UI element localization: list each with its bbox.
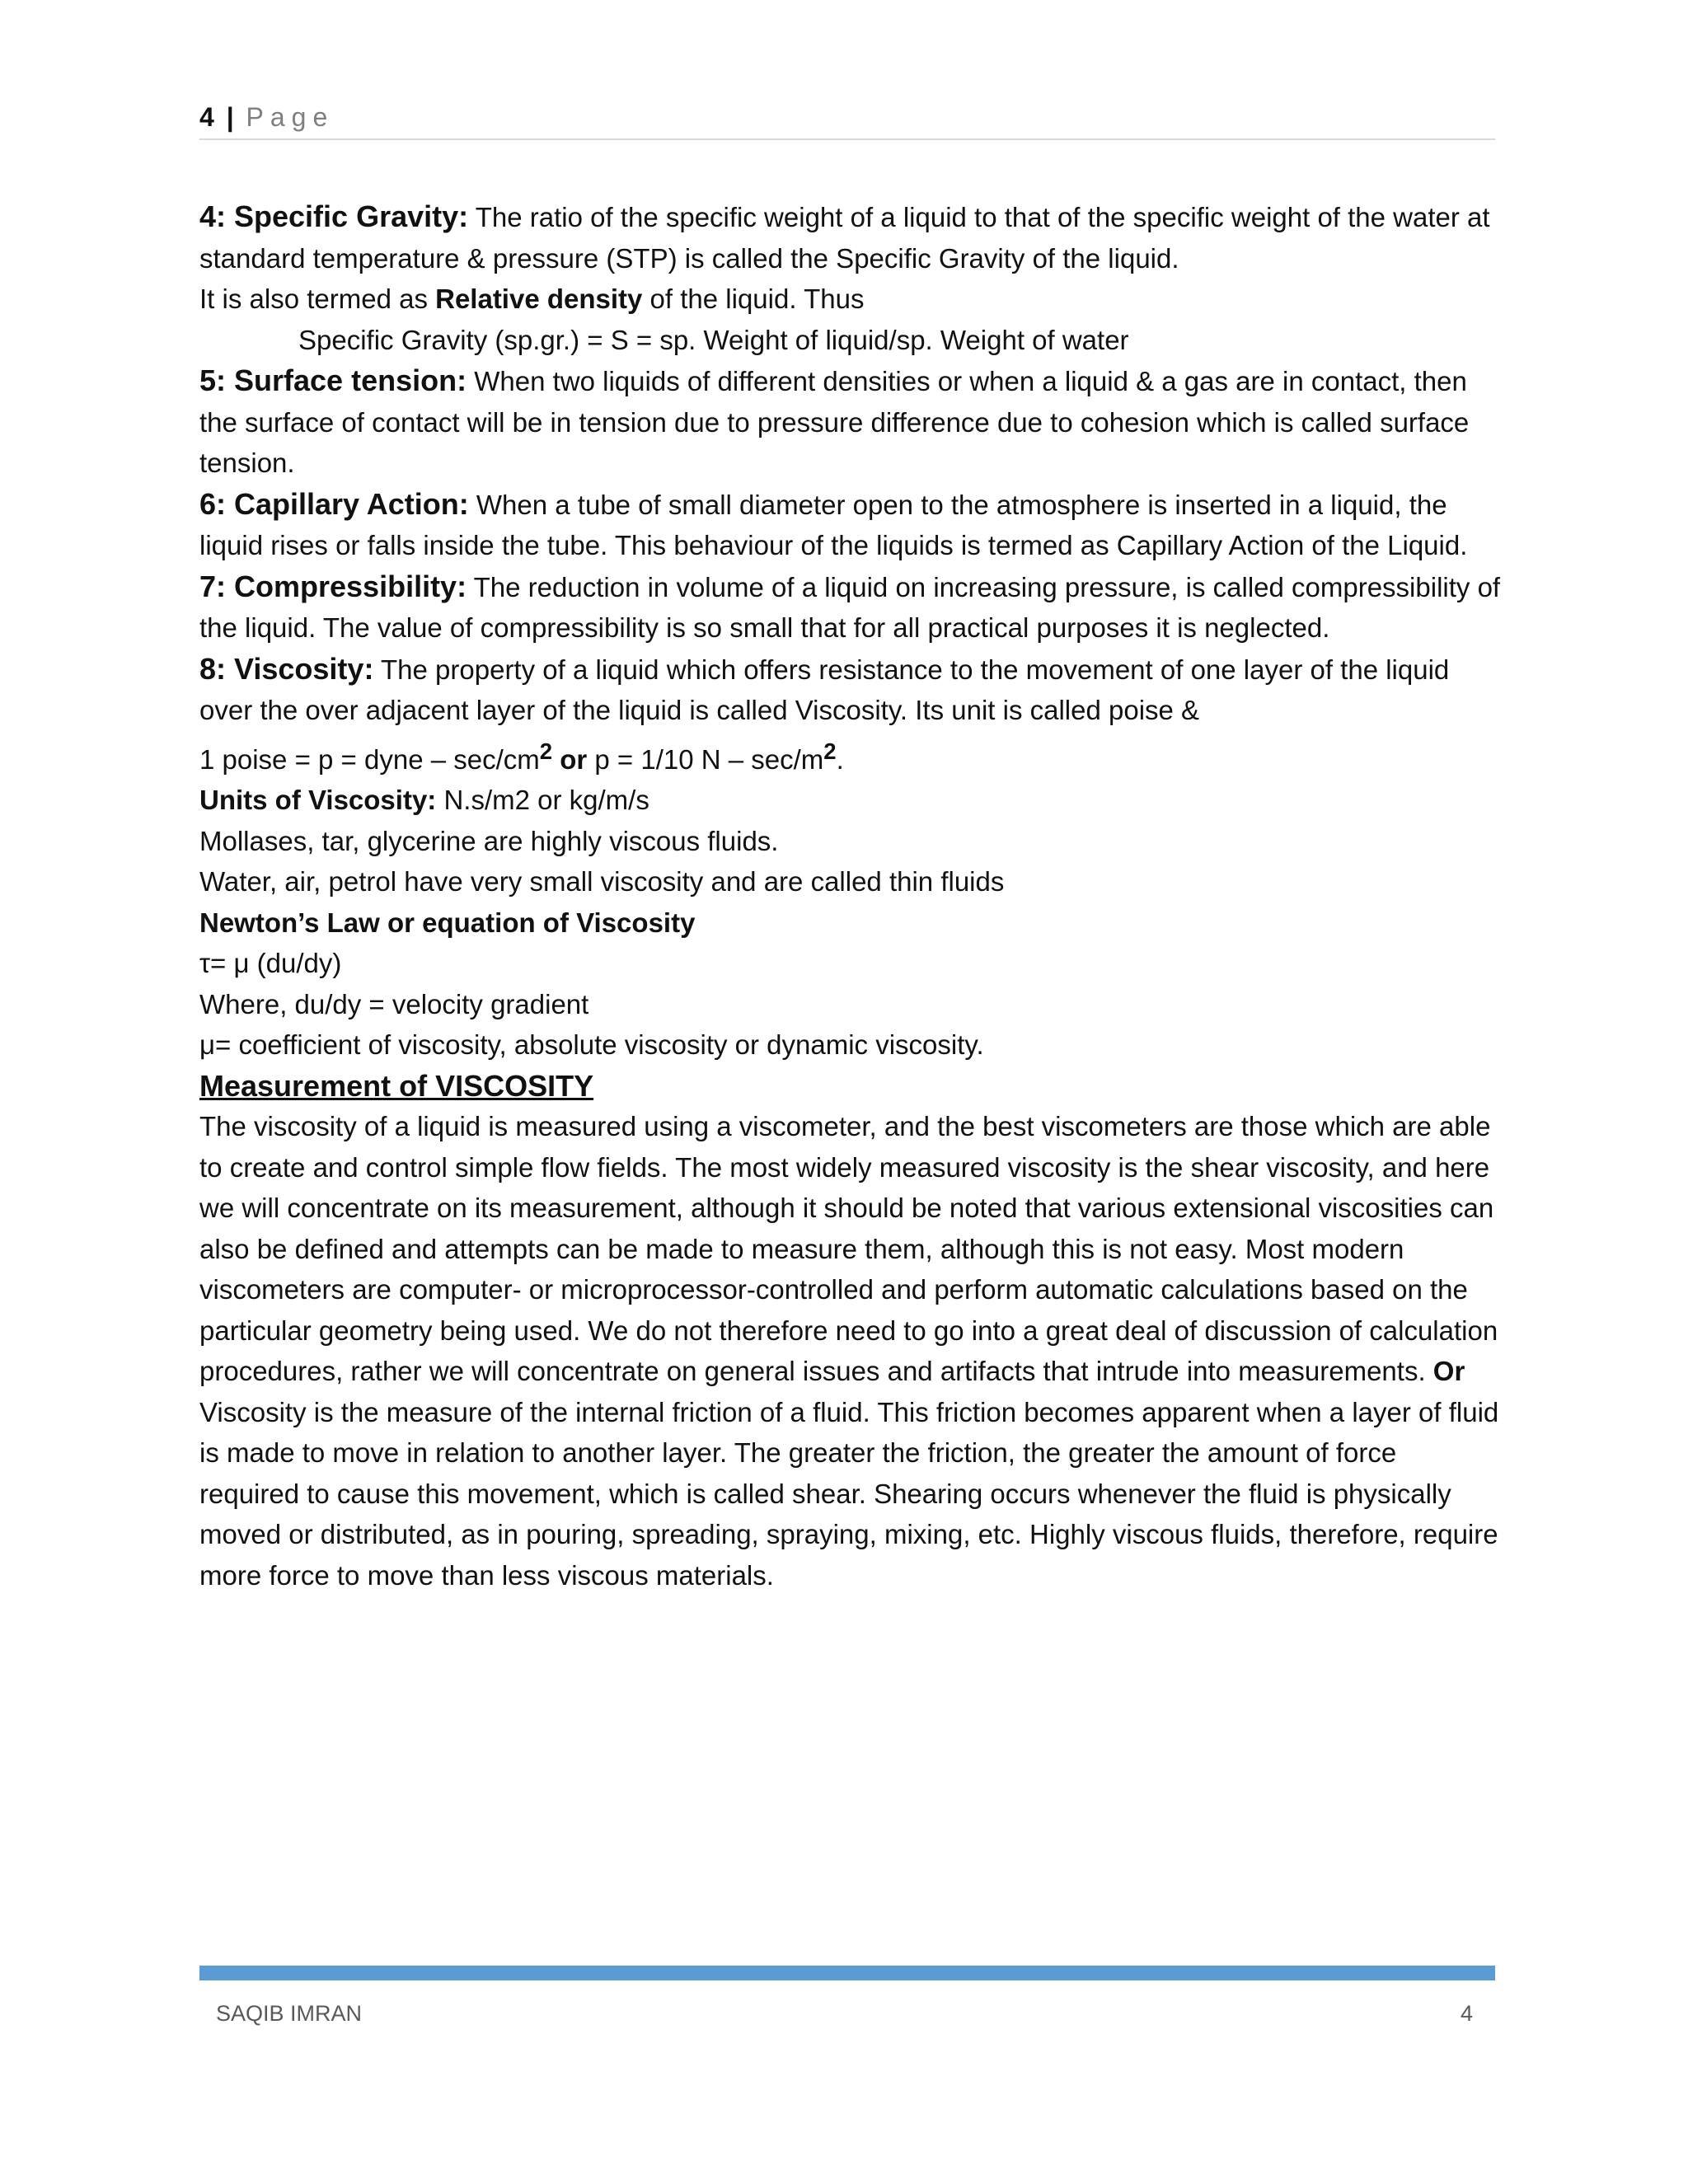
poise-definition xyxy=(199,731,1502,780)
header-page-number: 4 xyxy=(199,102,214,132)
specific-gravity-formula: Specific Gravity (sp.gr.) = S = sp. Weight of liquid/sp. Weight of water xyxy=(298,324,1129,355)
specific-gravity-heading: 4: Specific Gravity: xyxy=(199,199,469,233)
poise-mid: p = 1/10 N – sec/m xyxy=(594,743,824,775)
poise-sup-1: 2 xyxy=(539,738,553,764)
poise-pre: 1 poise = p = dyne – sec/cm xyxy=(199,743,540,775)
measurement-title: Measurement of VISCOSITY xyxy=(199,1068,594,1103)
measurement-paragraph-2: Viscosity is the measure of the internal friction of a fluid. This friction becomes apparent when a layer of fluid is made to move in relation to another layer. The greater the friction, the greater the amount of force required to cause this movement, which is called shear. Shearing occurs whenever the fluid is physically moved or distributed, as in pouring, spreading, spraying, mixing, etc. Highly viscous fluids, therefore, require more force to move than less viscous materials. xyxy=(199,1396,1499,1591)
relative-density-line xyxy=(199,279,1502,320)
newton-equation: τ= μ (du/dy) xyxy=(199,948,342,978)
document-body xyxy=(199,196,1502,1596)
surface-tension-paragraph xyxy=(199,360,1502,484)
poise-or: or xyxy=(552,743,595,775)
capillary-action-text: When a tube of small diameter open to the atmosphere is inserted in a liquid, the liquid rises or falls inside the tube. This behaviour of the liquids is termed as Capillary Action of the Liquid. xyxy=(199,489,1468,560)
units-label: Units of Viscosity: xyxy=(199,785,437,815)
thin-fluids-line: Water, air, petrol have very small viscosity and are called thin fluids xyxy=(199,866,1005,897)
compressibility-paragraph xyxy=(199,566,1502,649)
capillary-action-paragraph xyxy=(199,484,1502,566)
page-header xyxy=(199,99,1495,140)
footer-page-number: 4 xyxy=(1461,2001,1474,2026)
surface-tension-text: When two liquids of different densities or when a liquid & a gas are in contact, then the surface of contact will be in tension due to pressure difference due to cohesion which is called surface tension. xyxy=(199,366,1470,478)
viscosity-heading: 8: Viscosity: xyxy=(199,651,374,686)
compressibility-heading: 7: Compressibility: xyxy=(199,569,467,603)
header-page-word: Page xyxy=(246,102,335,132)
poise-end: . xyxy=(836,743,844,775)
surface-tension-heading: 5: Surface tension: xyxy=(199,363,467,397)
newton-law-heading: Newton’s Law or equation of Viscosity xyxy=(199,907,696,938)
measurement-paragraph-1 xyxy=(199,1106,1502,1392)
units-value: N.s/m2 or kg/m/s xyxy=(436,785,649,815)
relative-density-pre: It is also termed as xyxy=(199,284,436,314)
viscosity-paragraph xyxy=(199,649,1502,731)
header-separator: | xyxy=(226,102,234,132)
footer-accent-bar xyxy=(199,1966,1495,1980)
mu-definition-line: μ= coefficient of viscosity, absolute viscosity or dynamic viscosity. xyxy=(199,1029,984,1060)
poise-sup-2: 2 xyxy=(823,738,837,764)
viscosity-text: The property of a liquid which offers resistance to the movement of one layer of the liquid over the over adjacent layer of the liquid is called Viscosity. Its unit is called poise & xyxy=(199,654,1450,725)
relative-density-post: of the liquid. Thus xyxy=(642,284,865,314)
specific-gravity-paragraph xyxy=(199,196,1502,279)
units-of-viscosity xyxy=(199,780,1502,821)
footer-author: SAQIB IMRAN xyxy=(216,2001,363,2026)
measurement-or: Or xyxy=(1432,1356,1465,1386)
velocity-gradient-line: Where, du/dy = velocity gradient xyxy=(199,988,589,1019)
specific-gravity-text: The ratio of the specific weight of a liquid to that of the specific weight of the water at standard temperature & pressure (STP) is called the Specific Gravity of the liquid. xyxy=(199,202,1490,274)
measurement-para1-text: The viscosity of a liquid is measured using a viscometer, and the best viscometers are those which are able to create and control simple flow fields. The most widely measured viscosity is the shear viscosity, and here we will concentrate on its measurement, although it should be noted that various extensional viscosities can also be defined and attempts can be made to measure them, although this is not easy. Most modern viscometers are computer- or microprocessor-controlled and perform automatic calculations based on the particular geometry being used. We do not therefore need to go into a great deal of discussion of calculation procedures, rather we will concentrate on general issues and artifacts that intrude into measurements. xyxy=(199,1111,1498,1386)
capillary-action-heading: 6: Capillary Action: xyxy=(199,486,469,521)
compressibility-text: The reduction in volume of a liquid on increasing pressure, is called compressibility of the liquid. The value of compressibility is so small that for all practical purposes it is neglected. xyxy=(199,571,1501,643)
relative-density-term: Relative density xyxy=(435,284,643,314)
viscous-fluids-line: Mollases, tar, glycerine are highly viscous fluids. xyxy=(199,825,779,856)
